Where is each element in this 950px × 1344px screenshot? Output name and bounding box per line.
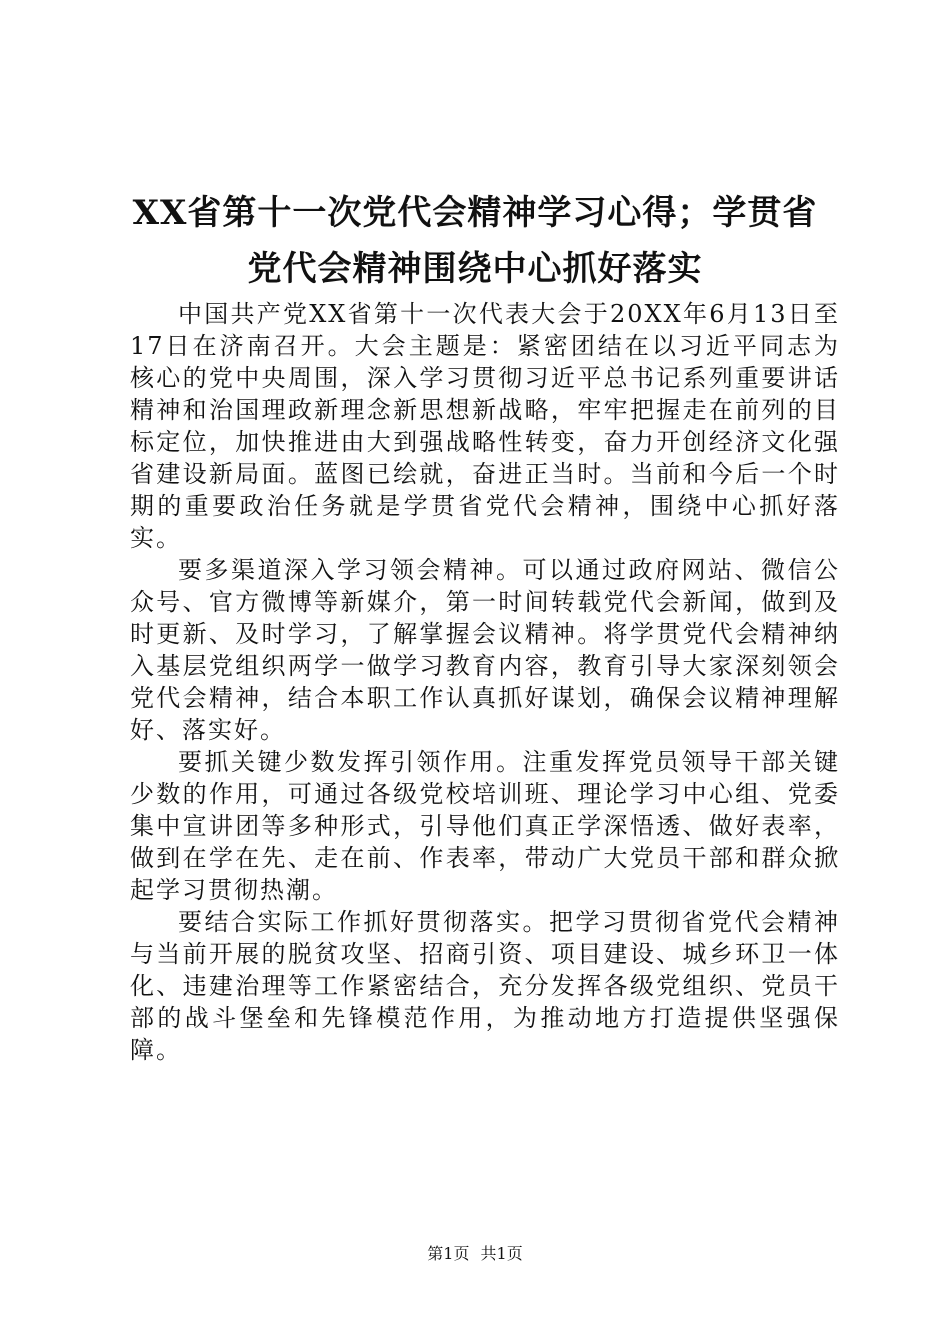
- page-number: 第1页: [427, 1244, 470, 1263]
- title-line-1: XX省第十一次党代会精神学习心得；学贯省: [132, 193, 818, 233]
- page-count: 共1页: [480, 1244, 523, 1263]
- title-line-2: 党代会精神围绕中心抓好落实: [247, 249, 703, 289]
- document-body: [130, 298, 840, 1066]
- paragraph-3: 要抓关键少数发挥引领作用。注重发挥党员领导干部关键少数的作用，可通过各级党校培训班、理论学习中心组、党委集中宣讲团等多种形式，引导他们真正学深悟透、做好表率，做到在学在先、走在前、作表率，带动广大党员干部和群众掀起学习贯彻热潮。: [130, 748, 840, 904]
- paragraph-2: 要多渠道深入学习领会精神。可以通过政府网站、微信公众号、官方微博等新媒介，第一时间转载党代会新闻，做到及时更新、及时学习，了解掌握会议精神。将学贯党代会精神纳入基层党组织两学一做学习教育内容，教育引导大家深刻领会党代会精神，结合本职工作认真抓好谋划，确保会议精神理解好、落实好。: [130, 556, 840, 744]
- page-footer: [0, 1244, 950, 1264]
- paragraph-1: 中国共产党XX省第十一次代表大会于20XX年6月13日至17日在济南召开。大会主题是：紧密团结在以习近平同志为核心的党中央周围，深入学习贯彻习近平总书记系列重要讲话精神和治国理政新理念新思想新战略，牢牢把握走在前列的目标定位，加快推进由大到强战略性转变，奋力开创经济文化强省建设新局面。蓝图已绘就，奋进正当时。当前和今后一个时期的重要政治任务就是学贯省党代会精神，围绕中心抓好落实。: [130, 300, 840, 552]
- document-title: [120, 185, 830, 297]
- paragraph-4: 要结合实际工作抓好贯彻落实。把学习贯彻省党代会精神与当前开展的脱贫攻坚、招商引资、项目建设、城乡环卫一体化、违建治理等工作紧密结合，充分发挥各级党组织、党员干部的战斗堡垒和先锋模范作用，为推动地方打造提供坚强保障。: [130, 908, 840, 1064]
